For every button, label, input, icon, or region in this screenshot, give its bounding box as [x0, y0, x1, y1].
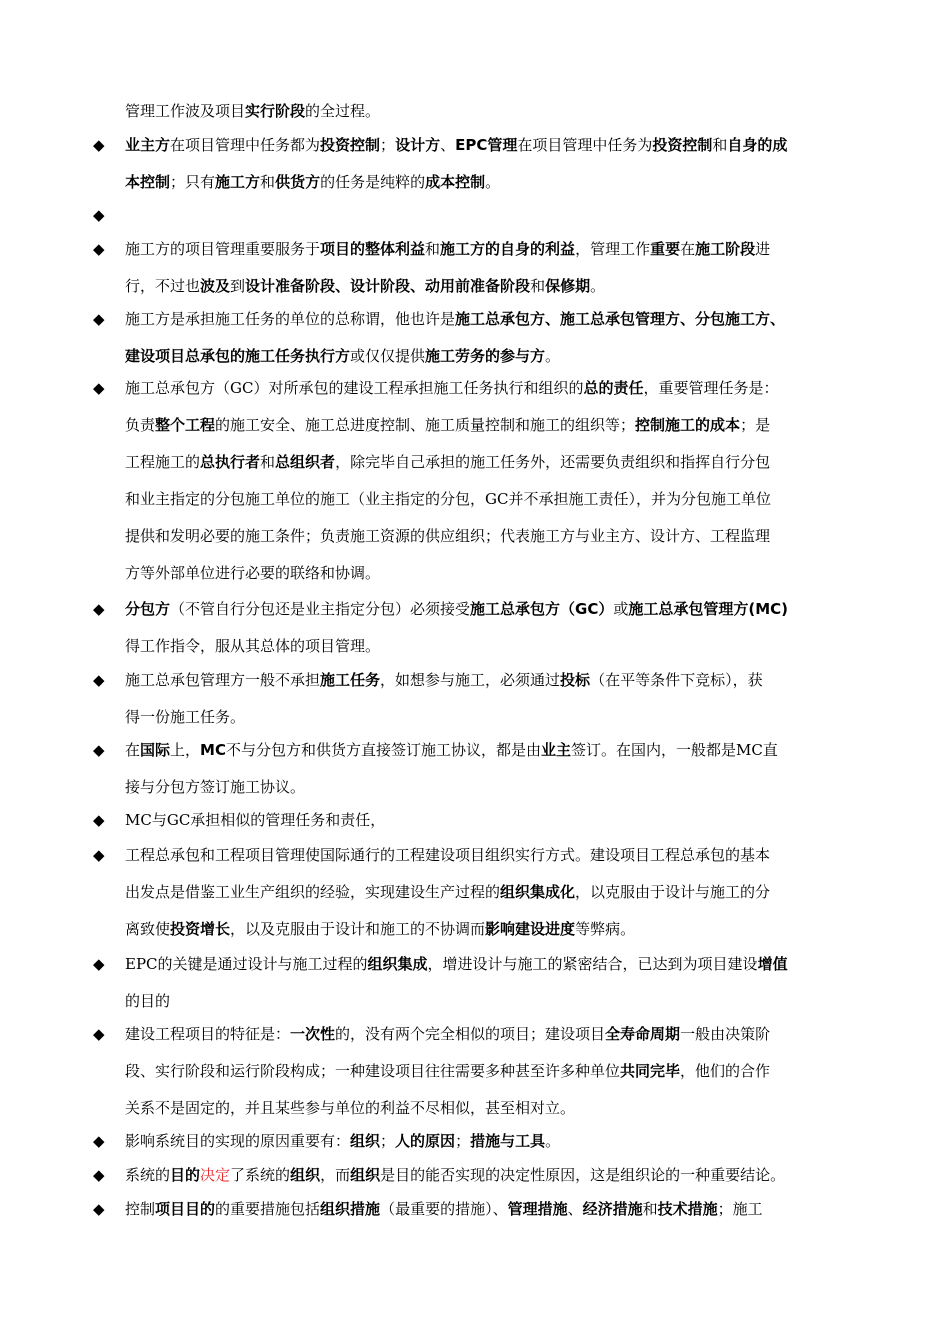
text-line — [125, 239, 770, 259]
bold-term: 投资控制 — [652, 136, 713, 154]
bold-term: 波及 — [200, 277, 231, 295]
text-segment: MC与GC承担相似的管理任务和责任， — [125, 811, 386, 829]
text-segment: 。 — [485, 173, 501, 191]
text-line — [125, 526, 770, 546]
text-segment: 在 — [125, 741, 141, 759]
text-segment: 得一份施工任务。 — [125, 708, 246, 726]
bold-term: 施工总承包方（GC） — [470, 600, 614, 618]
text-segment: 系统的 — [125, 1166, 171, 1184]
text-segment: 出发点是借鉴工业生产组织的经验，实现建设生产过程的 — [125, 883, 501, 901]
bold-term: 一次性 — [290, 1025, 336, 1043]
bold-term: 自身的成 — [727, 136, 788, 154]
text-line — [125, 101, 380, 121]
text-line — [125, 599, 788, 619]
bold-term: 人的原因 — [395, 1132, 456, 1150]
bold-term: 项目的整体利益 — [320, 240, 426, 258]
text-segment: 了系统的 — [230, 1166, 291, 1184]
diamond-bullet-icon: ◆ — [93, 1025, 105, 1043]
text-segment: 、 — [440, 136, 456, 154]
bold-term: 本控制 — [125, 173, 171, 191]
bold-term: 整个工程 — [155, 416, 216, 434]
text-segment: 和 — [712, 136, 728, 154]
text-segment: 施工方的项目管理重要服务于 — [125, 240, 321, 258]
bold-term: 组织集成化 — [500, 883, 576, 901]
text-segment: 在项目管理中任务为 — [517, 136, 653, 154]
text-segment: 在项目管理中任务都为 — [170, 136, 321, 154]
bold-term: 业主方 — [125, 136, 171, 154]
text-segment: 的目的 — [125, 992, 171, 1010]
text-segment: 在 — [680, 240, 696, 258]
text-segment: 的全过程。 — [305, 102, 381, 120]
text-segment: 得工作指令，服从其总体的项目管理。 — [125, 637, 381, 655]
text-segment: ； — [380, 136, 396, 154]
bold-term: 业主 — [541, 741, 572, 759]
bold-term: 建设项目总承包的施工任务执行方 — [125, 347, 351, 365]
bold-term: 施工总承包管理方(MC) — [628, 600, 789, 618]
highlighted-term: 决定 — [200, 1166, 231, 1184]
text-line — [125, 740, 778, 760]
bold-term: 施工劳务的参与方 — [425, 347, 546, 365]
text-line — [125, 452, 770, 472]
diamond-bullet-icon: ◆ — [93, 206, 105, 224]
text-line — [125, 1061, 770, 1081]
bold-term: 施工任务 — [320, 671, 381, 689]
text-segment: 或仅仅提供 — [350, 347, 426, 365]
text-segment: （不管自行分包还是业主指定分包）必须接受 — [170, 600, 471, 618]
bold-term: 重要 — [650, 240, 681, 258]
bold-term: 总的责任 — [583, 379, 644, 397]
diamond-bullet-icon: ◆ — [93, 600, 105, 618]
text-segment: 和 — [260, 173, 276, 191]
text-segment: 和 — [260, 453, 276, 471]
diamond-bullet-icon: ◆ — [93, 671, 105, 689]
bold-term: 增值 — [757, 955, 788, 973]
bold-term: 实行阶段 — [245, 102, 306, 120]
text-segment: ，重要管理任务是： — [643, 379, 779, 397]
bold-term: 投标 — [560, 671, 591, 689]
text-segment: ，管理工作 — [575, 240, 651, 258]
bold-term: 施工方 — [215, 173, 261, 191]
text-segment: 施工方是承担施工任务的单位的总称谓，他也许是 — [125, 310, 456, 328]
text-segment: 到 — [230, 277, 246, 295]
text-segment: 管理工作波及项目 — [125, 102, 246, 120]
text-segment: 工程总承包和工程项目管理使国际通行的工程建设项目组织实行方式。建设项目工程总承包的基本 — [125, 846, 771, 864]
bold-term: 施工方的自身的利益 — [440, 240, 576, 258]
text-segment: ；施工 — [717, 1200, 763, 1218]
bold-term: 组织 — [290, 1166, 321, 1184]
bold-term: 国际 — [140, 741, 171, 759]
bold-term: 技术措施 — [657, 1200, 718, 1218]
text-line — [125, 346, 560, 366]
text-line — [125, 276, 605, 296]
text-segment: 提供和发明必要的施工条件；负责施工资源的供应组织；代表施工方与业主方、设计方、工程监理 — [125, 527, 771, 545]
bold-term: 组织措施 — [320, 1200, 381, 1218]
bold-term: 措施与工具 — [470, 1132, 546, 1150]
bold-term: 投资控制 — [320, 136, 381, 154]
diamond-bullet-icon: ◆ — [93, 811, 105, 829]
text-line — [125, 563, 380, 583]
text-line — [125, 777, 305, 797]
text-segment: 工程施工的 — [125, 453, 201, 471]
text-segment: EPC的关键是通过设计与施工过程的 — [125, 955, 368, 973]
text-segment: 。 — [545, 1132, 561, 1150]
text-segment: 施工总承包方（GC）对所承包的建设工程承担施工任务执行和组织的 — [125, 379, 584, 397]
text-segment: ；是 — [740, 416, 771, 434]
text-line — [125, 1131, 560, 1151]
text-line — [125, 378, 779, 398]
text-segment: ，而 — [320, 1166, 351, 1184]
bold-term: 组织 — [350, 1166, 381, 1184]
bold-term: MC — [200, 741, 226, 759]
text-segment: 。 — [545, 347, 561, 365]
bold-term: 保修期 — [545, 277, 591, 295]
text-line — [125, 919, 635, 939]
bold-term: 管理措施 — [507, 1200, 568, 1218]
diamond-bullet-icon: ◆ — [93, 741, 105, 759]
bold-term: 总执行者 — [200, 453, 261, 471]
bold-term: 组织 — [350, 1132, 381, 1150]
bold-term: 投资增长 — [170, 920, 231, 938]
bold-term: 供货方 — [275, 173, 321, 191]
text-line — [125, 707, 245, 727]
text-segment: 段、实行阶段和运行阶段构成；一种建设项目往往需要多种甚至许多种单位 — [125, 1062, 621, 1080]
text-line — [125, 810, 385, 830]
diamond-bullet-icon: ◆ — [93, 955, 105, 973]
bold-term: 经济措施 — [582, 1200, 643, 1218]
text-line — [125, 1199, 763, 1219]
text-line — [125, 954, 788, 974]
text-segment: 的，没有两个完全相似的项目；建设项目 — [335, 1025, 606, 1043]
text-segment: 行，不过也 — [125, 277, 201, 295]
text-segment: 控制 — [125, 1200, 156, 1218]
text-segment: （在平等条件下竞标），获 — [590, 671, 763, 689]
diamond-bullet-icon: ◆ — [93, 310, 105, 328]
bold-term: 控制施工的成本 — [635, 416, 741, 434]
text-line — [125, 845, 770, 865]
text-segment: 和 — [642, 1200, 658, 1218]
text-segment: 或 — [613, 600, 629, 618]
text-segment: 和 — [530, 277, 546, 295]
text-line — [125, 489, 771, 509]
text-segment: ；只有 — [170, 173, 216, 191]
text-line — [125, 1098, 575, 1118]
text-segment: ，以克服由于设计与施工的分 — [575, 883, 771, 901]
bold-term: 总组织者 — [275, 453, 336, 471]
text-segment: ，如想参与施工，必须通过 — [380, 671, 561, 689]
bold-term: 分包方 — [125, 600, 171, 618]
bold-term: 目的 — [170, 1166, 201, 1184]
text-segment: ； — [455, 1132, 471, 1150]
text-segment: 签订。在国内，一般都是MC直 — [571, 741, 778, 759]
text-line — [125, 415, 770, 435]
text-segment: 等弊病。 — [575, 920, 636, 938]
bold-term: 项目目的 — [155, 1200, 216, 1218]
text-segment: 。 — [590, 277, 606, 295]
text-segment: ，增进设计与施工的紧密结合，已达到为项目建设 — [427, 955, 758, 973]
bold-term: 影响建设进度 — [485, 920, 576, 938]
diamond-bullet-icon: ◆ — [93, 846, 105, 864]
text-segment: ，除完毕自己承担的施工任务外，还需要负责组织和指挥自行分包 — [335, 453, 771, 471]
bold-term: 施工总承包方、施工总承包管理方、分包施工方、 — [455, 310, 786, 328]
text-segment: 的重要措施包括 — [215, 1200, 321, 1218]
text-segment: 和 — [425, 240, 441, 258]
text-line — [125, 309, 785, 329]
text-line — [125, 991, 170, 1011]
bold-term: 共同完毕 — [620, 1062, 681, 1080]
diamond-bullet-icon: ◆ — [93, 379, 105, 397]
text-segment: 方等外部单位进行必要的联络和协调。 — [125, 564, 381, 582]
text-segment: 的施工安全、施工总进度控制、施工质量控制和施工的组织等； — [215, 416, 636, 434]
diamond-bullet-icon: ◆ — [93, 1200, 105, 1218]
text-segment: 是目的能否实现的决定性原因，这是组织论的一种重要结论。 — [380, 1166, 786, 1184]
text-segment: 和业主指定的分包施工单位的施工（业主指定的分包，GC并不承担施工责任），并为分包施工单位 — [125, 490, 771, 508]
text-segment: 上， — [170, 741, 201, 759]
text-segment: 关系不是固定的，并且某些参与单位的利益不尽相似，甚至相对立。 — [125, 1099, 576, 1117]
bold-term: 组织集成 — [367, 955, 428, 973]
bold-term: 设计准备阶段、设计阶段、动用前准备阶段 — [245, 277, 531, 295]
text-segment: 施工总承包管理方一般不承担 — [125, 671, 321, 689]
bold-term: 全寿命周期 — [605, 1025, 681, 1043]
diamond-bullet-icon: ◆ — [93, 136, 105, 154]
text-line — [125, 882, 770, 902]
text-segment: 负责 — [125, 416, 156, 434]
bold-term: 设计方 — [395, 136, 441, 154]
text-segment: 建设工程项目的特征是： — [125, 1025, 291, 1043]
text-line — [125, 1024, 770, 1044]
text-segment: 离致使 — [125, 920, 171, 938]
diamond-bullet-icon: ◆ — [93, 1132, 105, 1150]
text-segment: （最重要的措施）、 — [380, 1200, 508, 1218]
text-segment: 的任务是纯粹的 — [320, 173, 426, 191]
diamond-bullet-icon: ◆ — [93, 1166, 105, 1184]
text-segment: 一般由决策阶 — [680, 1025, 771, 1043]
text-segment: 、 — [567, 1200, 583, 1218]
bold-term: 成本控制 — [425, 173, 486, 191]
text-segment: ，以及克服由于设计和施工的不协调而 — [230, 920, 486, 938]
bold-term: 施工阶段 — [695, 240, 756, 258]
text-segment: ，他们的合作 — [680, 1062, 771, 1080]
text-segment: 进 — [755, 240, 771, 258]
text-segment: 不与分包方和供货方直接签订施工协议，都是由 — [225, 741, 541, 759]
text-segment: ； — [380, 1132, 396, 1150]
text-segment: 接与分包方签订施工协议。 — [125, 778, 306, 796]
text-line — [125, 670, 763, 690]
text-line — [125, 135, 787, 155]
text-line — [125, 172, 500, 192]
bold-term: EPC管理 — [455, 136, 518, 154]
text-line — [125, 636, 380, 656]
text-segment: 影响系统目的实现的原因重要有： — [125, 1132, 351, 1150]
diamond-bullet-icon: ◆ — [93, 240, 105, 258]
text-line — [125, 1165, 785, 1185]
